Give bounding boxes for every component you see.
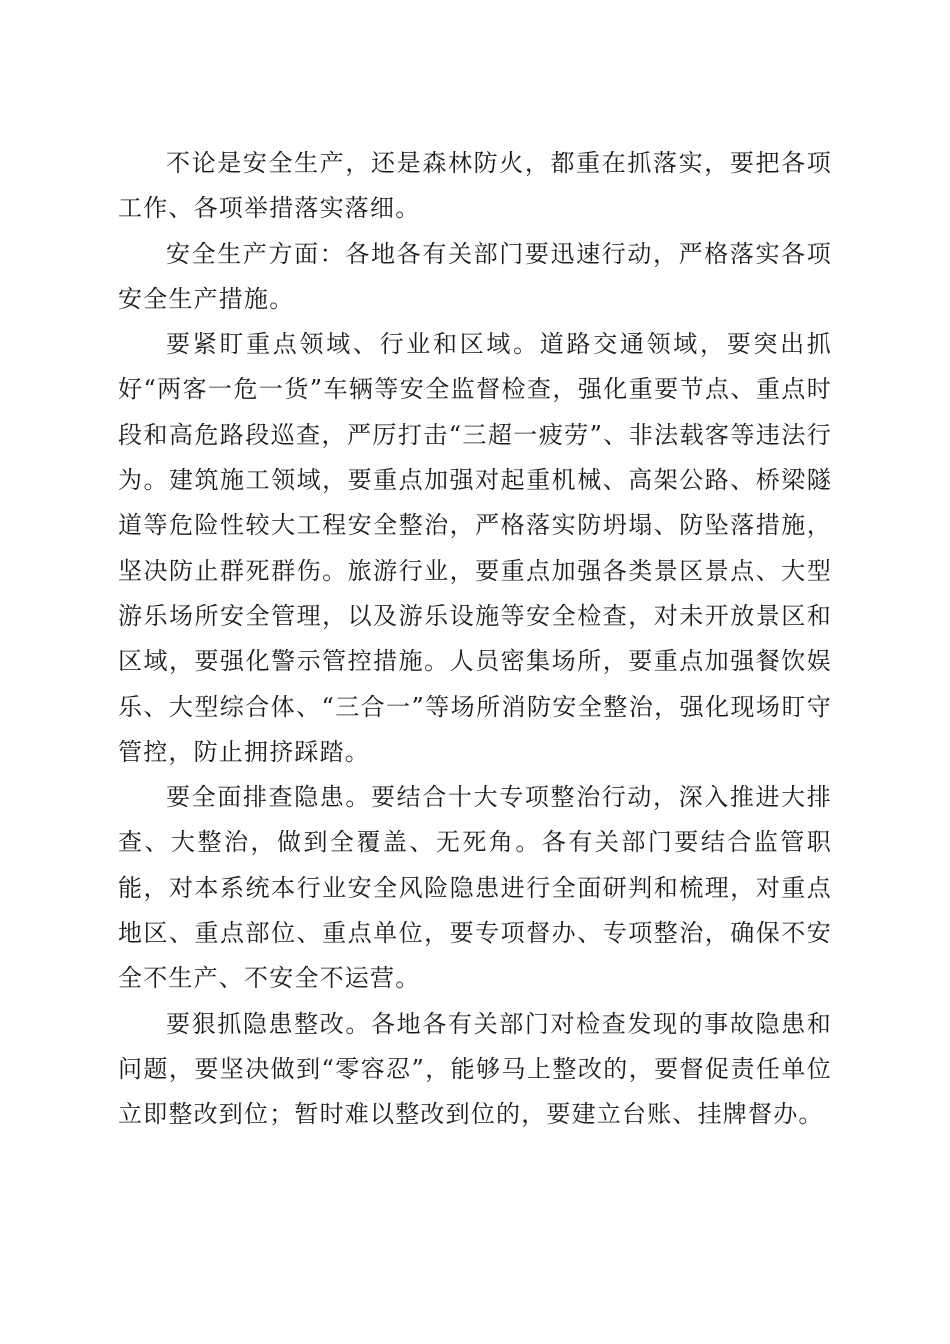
- paragraph: 要全面排查隐患。要结合十大专项整治行动，深入推进大排查、大整治，做到全覆盖、无死角。各有关部门要结合监管职能，对本系统本行业安全风险隐患进行全面研判和梳理，对重点地区、重点部位、重点单位，要专项督办、专项整治，确保不安全不生产、不安全不运营。: [118, 783, 832, 993]
- document-body: [118, 141, 832, 1138]
- paragraph: 安全生产方面：各地各有关部门要迅速行动，严格落实各项安全生产措施。: [118, 239, 832, 313]
- paragraph: 不论是安全生产，还是森林防火，都重在抓落实，要把各项工作、各项举措落实落细。: [118, 149, 832, 223]
- paragraph: 要紧盯重点领域、行业和区域。道路交通领域，要突出抓好“两客一危一货”车辆等安全监督检查，强化重要节点、重点时段和高危路段巡查，严厉打击“三超一疲劳”、非法载客等违法行为。建筑施工领域，要重点加强对起重机械、高架公路、桥梁隧道等危险性较大工程安全整治，严格落实防坍塌、防坠落措施，坚决防止群死群伤。旅游行业，要重点加强各类景区景点、大型游乐场所安全管理，以及游乐设施等安全检查，对未开放景区和区域，要强化警示管控措施。人员密集场所，要重点加强餐饮娱乐、大型综合体、“三合一”等场所消防安全整治，强化现场盯守管控，防止拥挤踩踏。: [118, 330, 832, 766]
- paragraph: 要狠抓隐患整改。各地各有关部门对检查发现的事故隐患和问题，要坚决做到“零容忍”，能够马上整改的，要督促责任单位立即整改到位；暂时难以整改到位的，要建立台账、挂牌督办。: [118, 1009, 832, 1129]
